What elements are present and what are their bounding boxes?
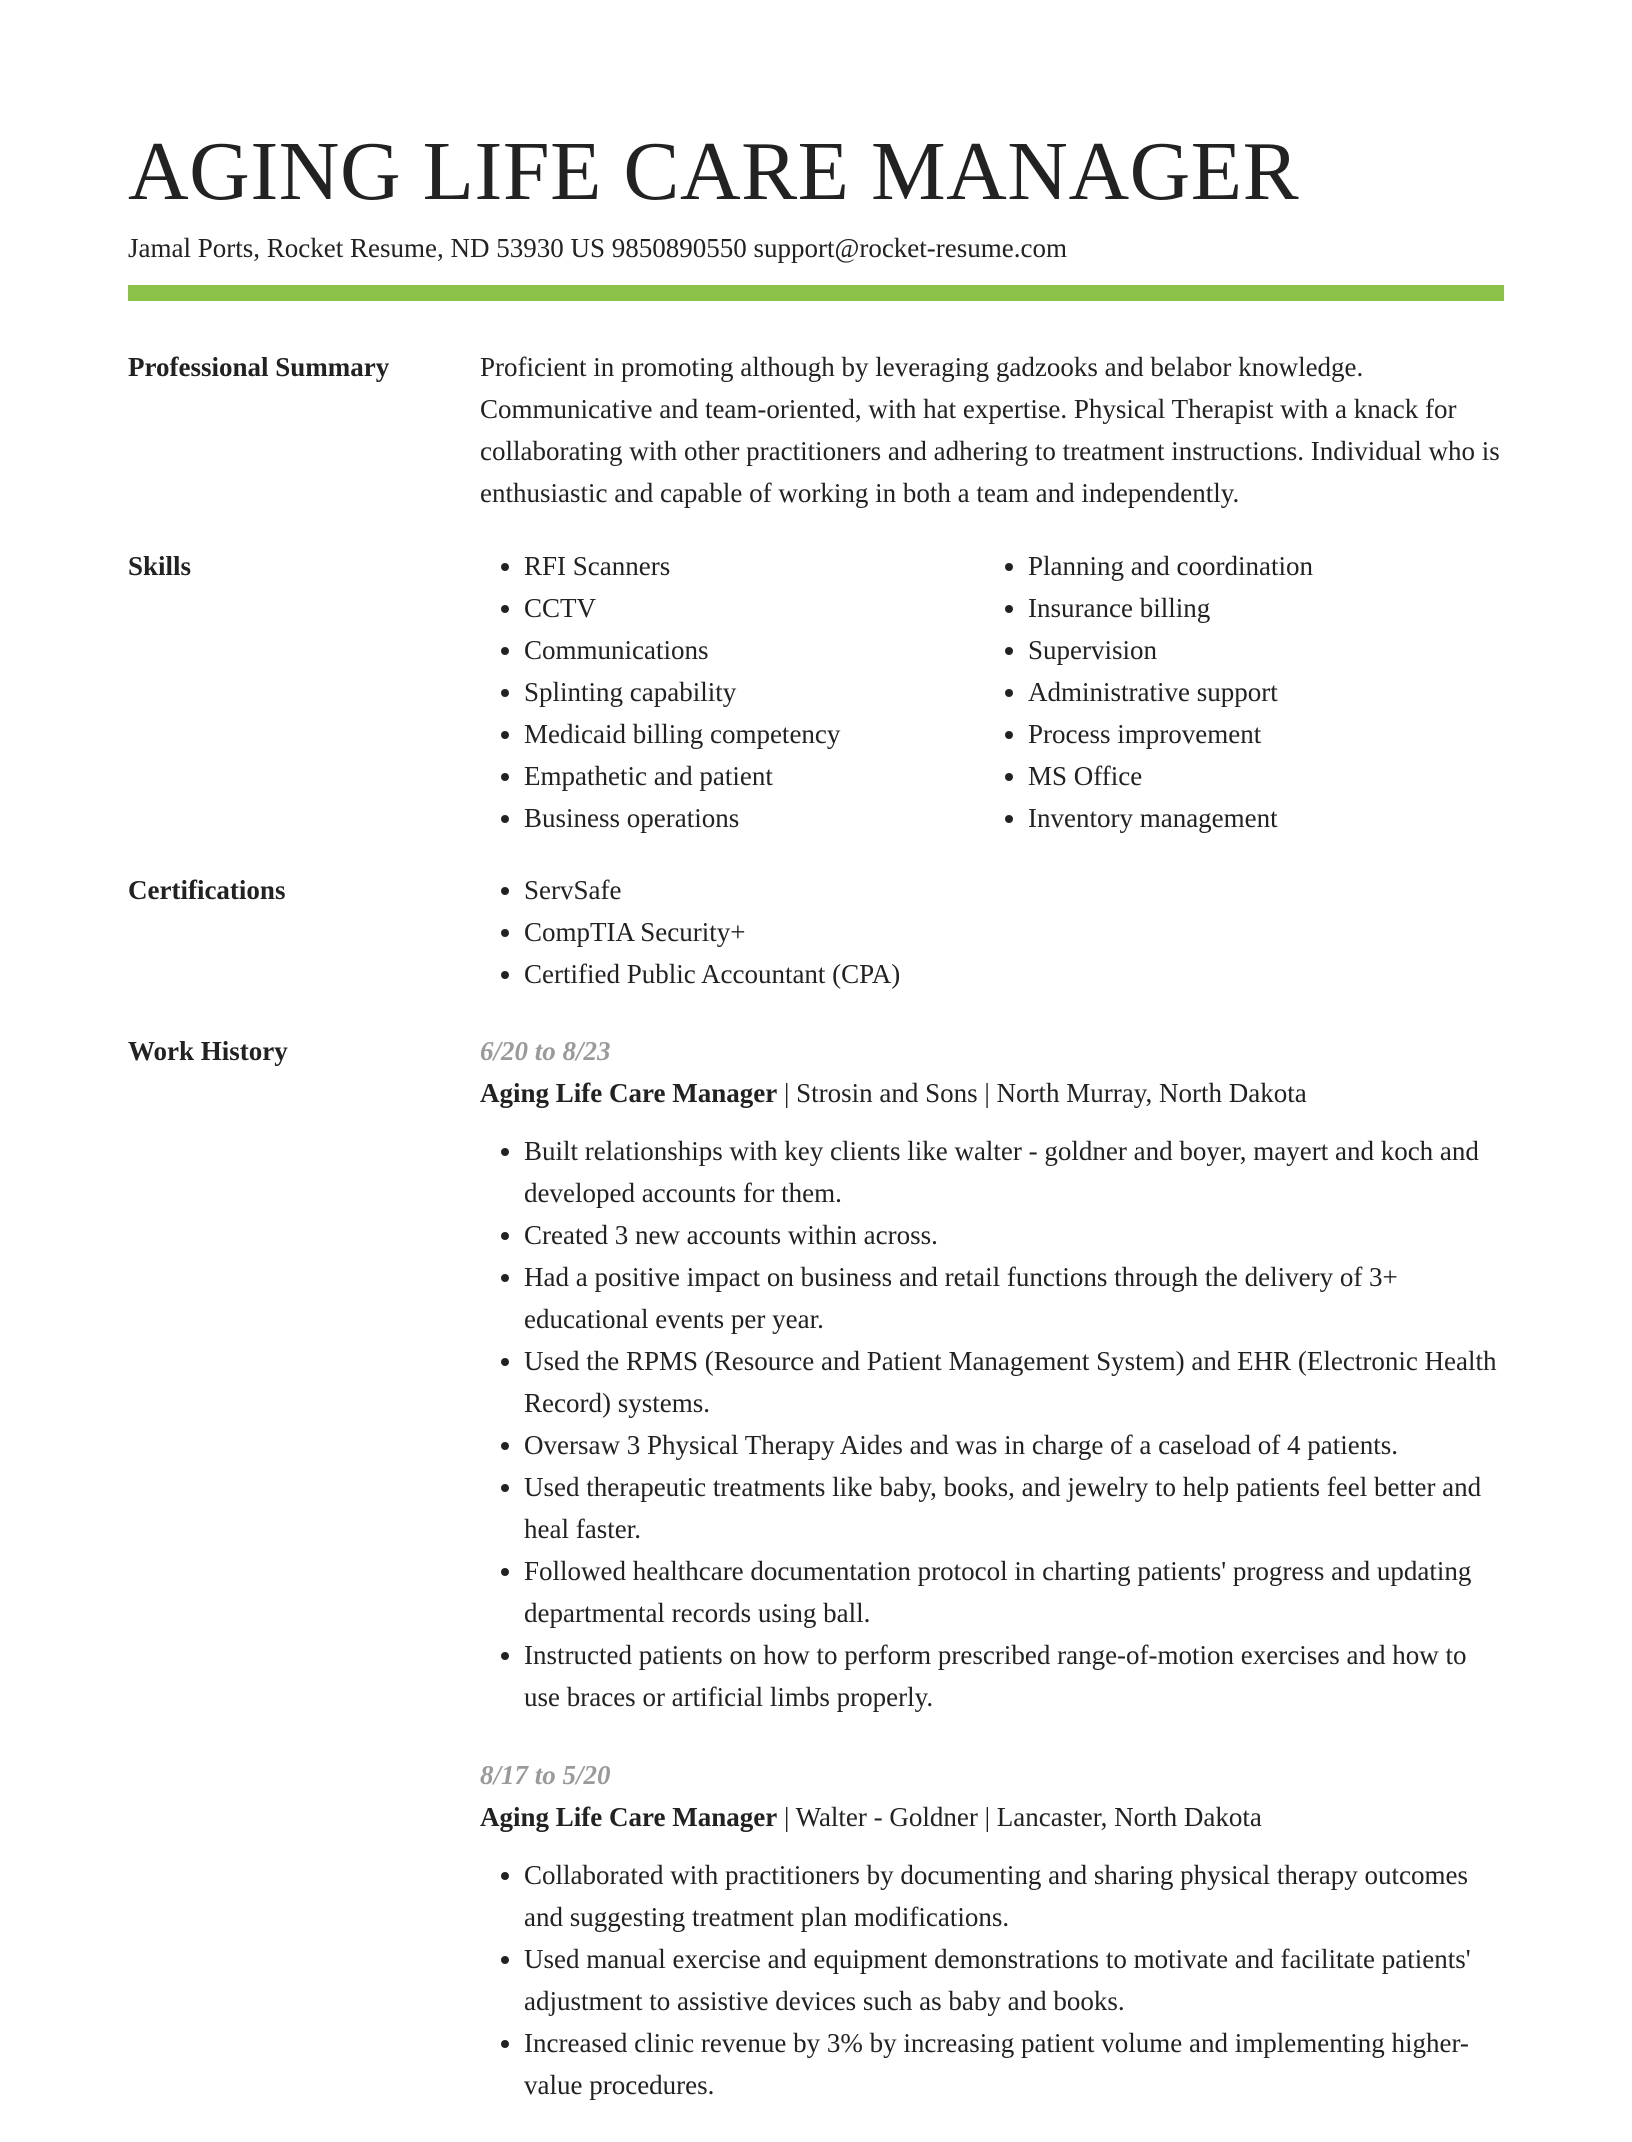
skill-item: • Splinting capability <box>524 671 984 713</box>
job-header <box>480 1072 1504 1114</box>
job-bullet: • Created 3 new accounts within across. <box>524 1214 1504 1256</box>
skill-item: • Insurance billing <box>1028 587 1488 629</box>
skill-item: • Communications <box>524 629 984 671</box>
work-history-label: Work History <box>128 1036 288 1066</box>
certification-item: • ServSafe <box>524 869 1504 911</box>
skill-item: • Process improvement <box>1028 713 1488 755</box>
certifications-list <box>480 869 1504 995</box>
job-bullet: • Oversaw 3 Physical Therapy Aides and was in charge of a caseload of 4 patients. <box>524 1424 1504 1466</box>
job-bullet: • Followed healthcare documentation protocol in charting patients' progress and updating departmental records using ball. <box>524 1550 1504 1634</box>
certification-item: • CompTIA Security+ <box>524 911 1504 953</box>
job-header <box>480 1796 1504 1838</box>
job-bullet: • Used the RPMS (Resource and Patient Management System) and EHR (Electronic Health Record) systems. <box>524 1340 1504 1424</box>
skill-item: • Empathetic and patient <box>524 755 984 797</box>
skill-item: • Inventory management <box>1028 797 1488 839</box>
skills-list-right <box>984 545 1488 839</box>
certifications-body <box>480 869 1504 995</box>
job-bullet: • Had a positive impact on business and retail functions through the delivery of 3+ educational events per year. <box>524 1256 1504 1340</box>
job-title: Aging Life Care Manager <box>480 1802 778 1832</box>
job-bullet: • Collaborated with practitioners by documenting and sharing physical therapy outcomes and suggesting treatment plan modifications. <box>524 1854 1504 1938</box>
skills-body <box>480 545 1504 839</box>
job-bullet: • Instructed patients on how to perform prescribed range-of-motion exercises and how to use braces or artificial limbs properly. <box>524 1634 1504 1718</box>
job-entry <box>480 1754 1504 2106</box>
skill-item: • RFI Scanners <box>524 545 984 587</box>
job-company-location: | Strosin and Sons | North Murray, North Dakota <box>777 1078 1307 1108</box>
skill-item: • Business operations <box>524 797 984 839</box>
job-title: Aging Life Care Manager <box>480 1078 778 1108</box>
skill-item: • Medicaid billing competency <box>524 713 984 755</box>
summary-body <box>480 346 1504 514</box>
skill-item: • Administrative support <box>1028 671 1488 713</box>
job-bullet-list <box>480 1130 1504 1718</box>
contact-info: Jamal Ports, Rocket Resume, ND 53930 US 9850890550 support@rocket-resume.com <box>128 233 1067 263</box>
resume-title: AGING LIFE CARE MANAGER <box>128 125 1300 218</box>
skill-item: • MS Office <box>1028 755 1488 797</box>
job-dates: 8/17 to 5/20 <box>480 1760 611 1790</box>
skills-list-left <box>480 545 984 839</box>
certifications-label: Certifications <box>128 875 286 905</box>
header-divider <box>128 285 1504 301</box>
job-bullet: • Used manual exercise and equipment demonstrations to motivate and facilitate patients' adjustment to assistive devices such as baby and books. <box>524 1938 1504 2022</box>
skill-item: • Planning and coordination <box>1028 545 1488 587</box>
job-company-location: | Walter - Goldner | Lancaster, North Dakota <box>777 1802 1262 1832</box>
job-bullet-list <box>480 1854 1504 2106</box>
job-entry <box>480 1030 1504 1718</box>
summary-text: Proficient in promoting although by leveraging gadzooks and belabor knowledge. Communicative and team-oriented, with hat expertise. Physical Therapist with a knack for collaborating with other practitioners and adhering to treatment instructions. Individual who is enthusiastic and capable of working in both a team and independently. <box>480 352 1500 508</box>
skills-column-left <box>480 545 984 839</box>
skills-column-right <box>984 545 1488 839</box>
certification-item: • Certified Public Accountant (CPA) <box>524 953 1504 995</box>
job-bullet: • Used therapeutic treatments like baby, books, and jewelry to help patients feel better and heal faster. <box>524 1466 1504 1550</box>
skill-item: • Supervision <box>1028 629 1488 671</box>
work-history-body <box>480 1030 1504 2142</box>
skills-label: Skills <box>128 551 192 581</box>
job-bullet: • Increased clinic revenue by 3% by increasing patient volume and implementing higher-value procedures. <box>524 2022 1504 2106</box>
job-dates: 6/20 to 8/23 <box>480 1036 611 1066</box>
summary-label: Professional Summary <box>128 352 390 382</box>
skill-item: • CCTV <box>524 587 984 629</box>
job-bullet: • Built relationships with key clients like walter - goldner and boyer, mayert and koch and developed accounts for them. <box>524 1130 1504 1214</box>
